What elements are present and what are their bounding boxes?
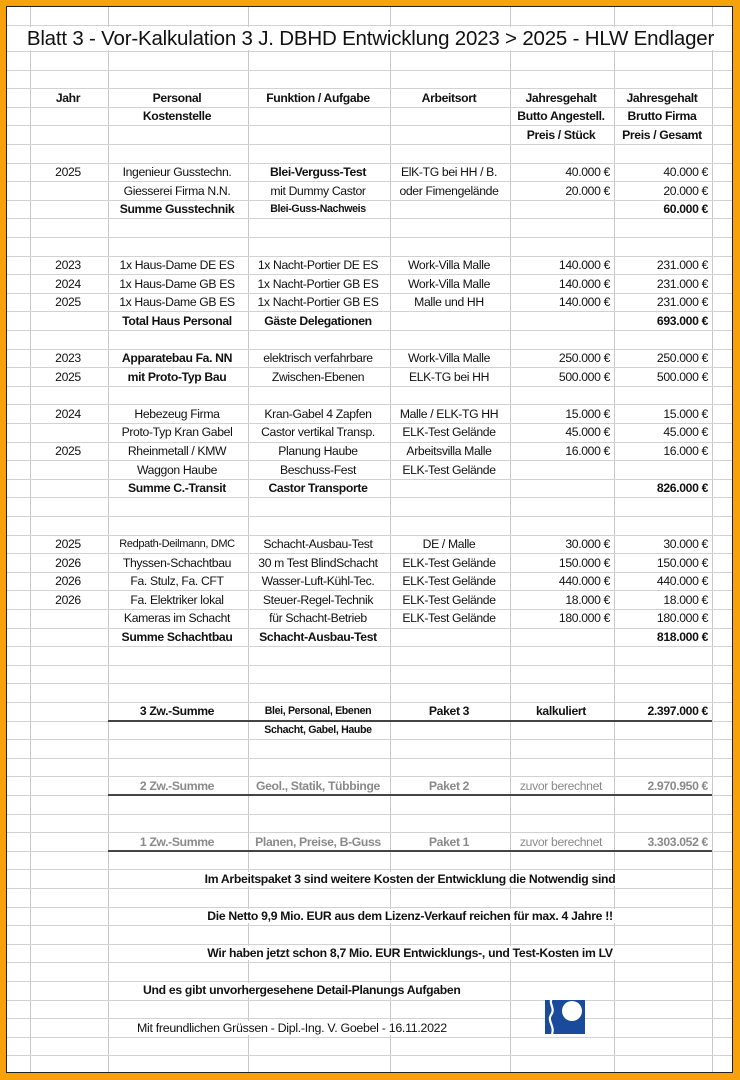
table-cell-ort: ELK-Test Gelände <box>402 462 496 477</box>
table-cell-jahr: 2025 <box>55 443 81 458</box>
column-header: Funktion / Aufgabe <box>266 90 370 105</box>
grid-row-line <box>7 386 732 387</box>
table-cell-ort: Work-Villa Malle <box>408 257 490 272</box>
summary-label: Summe Gusstechnik <box>119 202 235 217</box>
table-cell-stueck: 40.000 € <box>565 164 610 179</box>
table-cell-ort: DE / Malle <box>422 536 476 551</box>
spreadsheet <box>6 6 733 1073</box>
table-cell-gesamt: 440.000 € <box>656 574 708 589</box>
table-cell-stueck: 16.000 € <box>565 443 610 458</box>
subtotal-package: Paket 3 <box>428 704 470 719</box>
table-cell-personal: 1x Haus-Dame DE ES <box>119 257 235 272</box>
table-cell-funktion: Kran-Gabel 4 Zapfen <box>264 406 372 421</box>
table-cell-jahr: 2026 <box>55 574 81 589</box>
table-cell-gesamt: 16.000 € <box>663 443 708 458</box>
sheet-title-text: Blatt 3 - Vor-Kalkulation 3 J. DBHD Entwicklung 2023 > 2025 - HLW Endlager <box>24 27 717 50</box>
table-cell-funktion: 1x Nacht-Portier DE ES <box>257 257 379 272</box>
table-cell-gesamt: 231.000 € <box>656 257 708 272</box>
table-cell-personal: 1x Haus-Dame GB ES <box>119 276 235 291</box>
table-cell-gesamt: 150.000 € <box>656 555 708 570</box>
subtotal-description: Geol., Statik, Tübbinge <box>256 778 380 793</box>
grid-row-line <box>7 962 732 963</box>
grid-row-line <box>7 1037 732 1038</box>
table-cell-ort: ELK-Test Gelände <box>402 555 496 570</box>
table-cell-funktion: Steuer-Regel-Technik <box>262 592 374 607</box>
summary-label: Summe C.-Transit <box>127 481 227 496</box>
grid-row-line <box>7 70 732 71</box>
table-cell-funktion: Blei-Verguss-Test <box>269 164 367 179</box>
grid-row-line <box>7 814 732 815</box>
table-cell-jahr: 2023 <box>55 350 81 365</box>
signature-text: Mit freundlichen Grüssen - Dipl.-Ing. V. Goebel - 16.11.2022 <box>137 1020 447 1035</box>
note-line <box>108 944 712 962</box>
note-text: Und es gibt unvorhergesehene Detail-Planungs Aufgaben <box>143 983 461 998</box>
table-cell-funktion: 30 m Test BlindSchacht <box>258 555 378 570</box>
table-cell-jahr: 2023 <box>55 257 81 272</box>
table-cell-ort: oder Fimengelände <box>399 183 499 198</box>
column-header: Brutto Firma <box>627 109 697 124</box>
table-cell-stueck: 250.000 € <box>558 350 610 365</box>
table-cell-jahr: 2025 <box>55 164 81 179</box>
table-cell-personal: mit Proto-Typ Bau <box>127 369 227 384</box>
table-cell-ort: ELK-TG bei HH <box>408 369 490 384</box>
table-cell-funktion: elektrisch verfahrbare <box>263 350 373 365</box>
column-header: Jahresgehalt <box>626 90 698 105</box>
column-header: Jahresgehalt <box>525 90 597 105</box>
note-line <box>141 981 463 999</box>
table-cell-jahr: 2025 <box>55 369 81 384</box>
subtotal-underline <box>108 720 712 722</box>
summary-total: 693.000 € <box>656 313 708 328</box>
subtotal-package: Paket 1 <box>428 834 470 849</box>
table-cell-gesamt: 250.000 € <box>656 350 708 365</box>
summary-description: Castor Transporte <box>268 481 368 496</box>
grid-row-line <box>7 330 732 331</box>
table-cell-stueck: 30.000 € <box>565 536 610 551</box>
table-cell-ort: ELK-Test Gelände <box>402 574 496 589</box>
summary-label: Total Haus Personal <box>122 313 232 328</box>
table-cell-funktion: Planung Haube <box>278 443 358 458</box>
table-cell-jahr: 2024 <box>55 406 81 421</box>
table-cell-personal: Fa. Stulz, Fa. CFT <box>130 574 224 589</box>
table-cell-ort: ELK-Test Gelände <box>402 425 496 440</box>
table-cell-gesamt: 30.000 € <box>663 536 708 551</box>
grid-row-line <box>7 497 732 498</box>
table-cell-funktion: Zwischen-Ebenen <box>271 369 365 384</box>
summary-total: 826.000 € <box>656 481 708 496</box>
table-cell-ort: ELK-Test Gelände <box>402 592 496 607</box>
grid-column-line <box>30 7 31 1072</box>
summary-description: Blei-Guss-Nachweis <box>270 203 366 216</box>
subtotal-status: zuvor berechnet <box>519 778 603 793</box>
table-cell-personal: Proto-Typ Kran Gabel <box>121 425 233 440</box>
table-cell-stueck: 20.000 € <box>565 183 610 198</box>
table-cell-ort: Malle und HH <box>414 295 484 310</box>
column-header: Preis / Stück <box>526 127 596 142</box>
summary-description: Gäste Delegationen <box>264 313 372 328</box>
table-cell-stueck: 140.000 € <box>558 276 610 291</box>
table-cell-personal: Giesserei Firma N.N. <box>123 183 231 198</box>
table-cell-gesamt: 180.000 € <box>656 611 708 626</box>
note-text: Im Arbeitspaket 3 sind weitere Kosten der Entwicklung die Notwendig sind <box>204 871 616 886</box>
summary-description: Schacht-Ausbau-Test <box>259 629 377 644</box>
table-cell-personal: Thyssen-Schachtbau <box>122 555 232 570</box>
table-cell-funktion: 1x Nacht-Portier GB ES <box>257 295 379 310</box>
grid-row-line <box>7 646 732 647</box>
table-cell-funktion: Schacht-Ausbau-Test <box>263 536 373 551</box>
subtotal-underline <box>108 794 712 796</box>
table-cell-jahr: 2026 <box>55 555 81 570</box>
table-cell-stueck: 500.000 € <box>558 369 610 384</box>
table-cell-gesamt: 15.000 € <box>663 406 708 421</box>
sheet-title <box>7 26 733 52</box>
subtotal-label: 3 Zw.-Summe <box>139 704 215 719</box>
grid-row-line <box>7 739 732 740</box>
table-cell-ort: Work-Villa Malle <box>408 350 490 365</box>
summary-label: Summe Schachtbau <box>121 629 233 644</box>
table-cell-personal: Fa. Elektriker lokal <box>130 592 224 607</box>
table-cell-personal: Apparatebau Fa. NN <box>121 350 233 365</box>
subtotal-package: Paket 2 <box>428 778 470 793</box>
table-cell-jahr: 2026 <box>55 592 81 607</box>
column-header: Preis / Gesamt <box>622 127 702 142</box>
table-cell-ort: ELK-Test Gelände <box>402 611 496 626</box>
subtotal-label: 2 Zw.-Summe <box>139 778 215 793</box>
subtotal-amount: 2.970.950 € <box>647 778 708 793</box>
column-header: Kostenstelle <box>142 109 212 124</box>
grid-row-line <box>7 144 732 145</box>
grid-row-line <box>7 1000 732 1001</box>
table-cell-gesamt: 18.000 € <box>663 592 708 607</box>
subtotal-description: Planen, Preise, B-Guss <box>255 834 381 849</box>
note-text: Die Netto 9,9 Mio. EUR aus dem Lizenz-Verkauf reichen für max. 4 Jahre !! <box>207 908 613 923</box>
note-line <box>108 870 712 888</box>
subtotal-status: kalkuliert <box>535 704 587 719</box>
table-cell-stueck: 180.000 € <box>558 611 610 626</box>
table-cell-personal: Hebezeug Firma <box>134 406 220 421</box>
table-cell-personal: Waggon Haube <box>136 462 218 477</box>
table-cell-stueck: 18.000 € <box>565 592 610 607</box>
summary-total: 818.000 € <box>656 629 708 644</box>
company-logo-icon <box>545 998 585 1034</box>
subtotal-description-2: Schacht, Gabel, Haube <box>264 723 372 736</box>
grid-row-line <box>7 758 732 759</box>
table-cell-gesamt: 20.000 € <box>663 183 708 198</box>
table-cell-funktion: Beschuss-Fest <box>279 462 357 477</box>
table-cell-jahr: 2025 <box>55 536 81 551</box>
grid-row-line <box>7 237 732 238</box>
table-cell-gesamt: 40.000 € <box>663 164 708 179</box>
subtotal-description: Blei, Personal, Ebenen <box>264 705 372 718</box>
grid-row-line <box>7 516 732 517</box>
table-cell-personal: Rheinmetall / KMW <box>127 443 227 458</box>
column-header: Arbeitsort <box>421 90 477 105</box>
grid-row-line <box>7 218 732 219</box>
table-cell-funktion: für Schacht-Betrieb <box>269 611 367 626</box>
signature-line <box>135 1019 449 1037</box>
grid-column-line <box>712 7 713 1072</box>
table-cell-gesamt: 231.000 € <box>656 276 708 291</box>
column-header: Personal <box>152 90 202 105</box>
table-cell-personal: Kameras im Schacht <box>123 611 231 626</box>
table-cell-ort: Malle / ELK-TG HH <box>399 406 499 421</box>
subtotal-underline <box>108 850 712 852</box>
note-text: Wir haben jetzt schon 8,7 Mio. EUR Entwicklungs-, und Test-Kosten im LV <box>207 946 613 961</box>
table-cell-personal: 1x Haus-Dame GB ES <box>119 295 235 310</box>
table-cell-funktion: Wasser-Luft-Kühl-Tec. <box>261 574 375 589</box>
table-cell-ort: ElK-TG bei HH / B. <box>401 164 497 179</box>
table-cell-ort: Arbeitsvilla Malle <box>406 443 492 458</box>
table-cell-personal: Ingenieur Gusstechn. <box>122 164 232 179</box>
table-cell-stueck: 440.000 € <box>558 574 610 589</box>
grid-row-line <box>7 1055 732 1056</box>
subtotal-amount: 3.303.052 € <box>647 834 708 849</box>
subtotal-label: 1 Zw.-Summe <box>139 834 215 849</box>
table-cell-personal: Redpath-Deilmann, DMC <box>119 537 235 550</box>
column-header: Butto Angestell. <box>517 109 605 124</box>
table-cell-ort: Work-Villa Malle <box>408 276 490 291</box>
table-cell-jahr: 2025 <box>55 295 81 310</box>
table-cell-stueck: 140.000 € <box>558 257 610 272</box>
table-cell-stueck: 15.000 € <box>565 406 610 421</box>
table-cell-stueck: 150.000 € <box>558 555 610 570</box>
table-cell-gesamt: 45.000 € <box>663 425 708 440</box>
summary-total: 60.000 € <box>663 202 708 217</box>
grid-row-line <box>7 683 732 684</box>
grid-row-line <box>7 925 732 926</box>
table-cell-jahr: 2024 <box>55 276 81 291</box>
table-cell-stueck: 140.000 € <box>558 295 610 310</box>
grid-row-line <box>7 665 732 666</box>
table-cell-gesamt: 231.000 € <box>656 295 708 310</box>
note-line <box>108 907 712 925</box>
subtotal-status: zuvor berechnet <box>519 834 603 849</box>
grid-row-line <box>7 888 732 889</box>
table-cell-stueck: 45.000 € <box>565 425 610 440</box>
column-header: Jahr <box>55 90 81 105</box>
table-cell-funktion: 1x Nacht-Portier GB ES <box>257 276 379 291</box>
table-cell-funktion: Castor vertikal Transp. <box>261 425 375 440</box>
subtotal-amount: 2.397.000 € <box>647 704 708 719</box>
table-cell-funktion: mit Dummy Castor <box>270 183 366 198</box>
table-cell-gesamt: 500.000 € <box>656 369 708 384</box>
